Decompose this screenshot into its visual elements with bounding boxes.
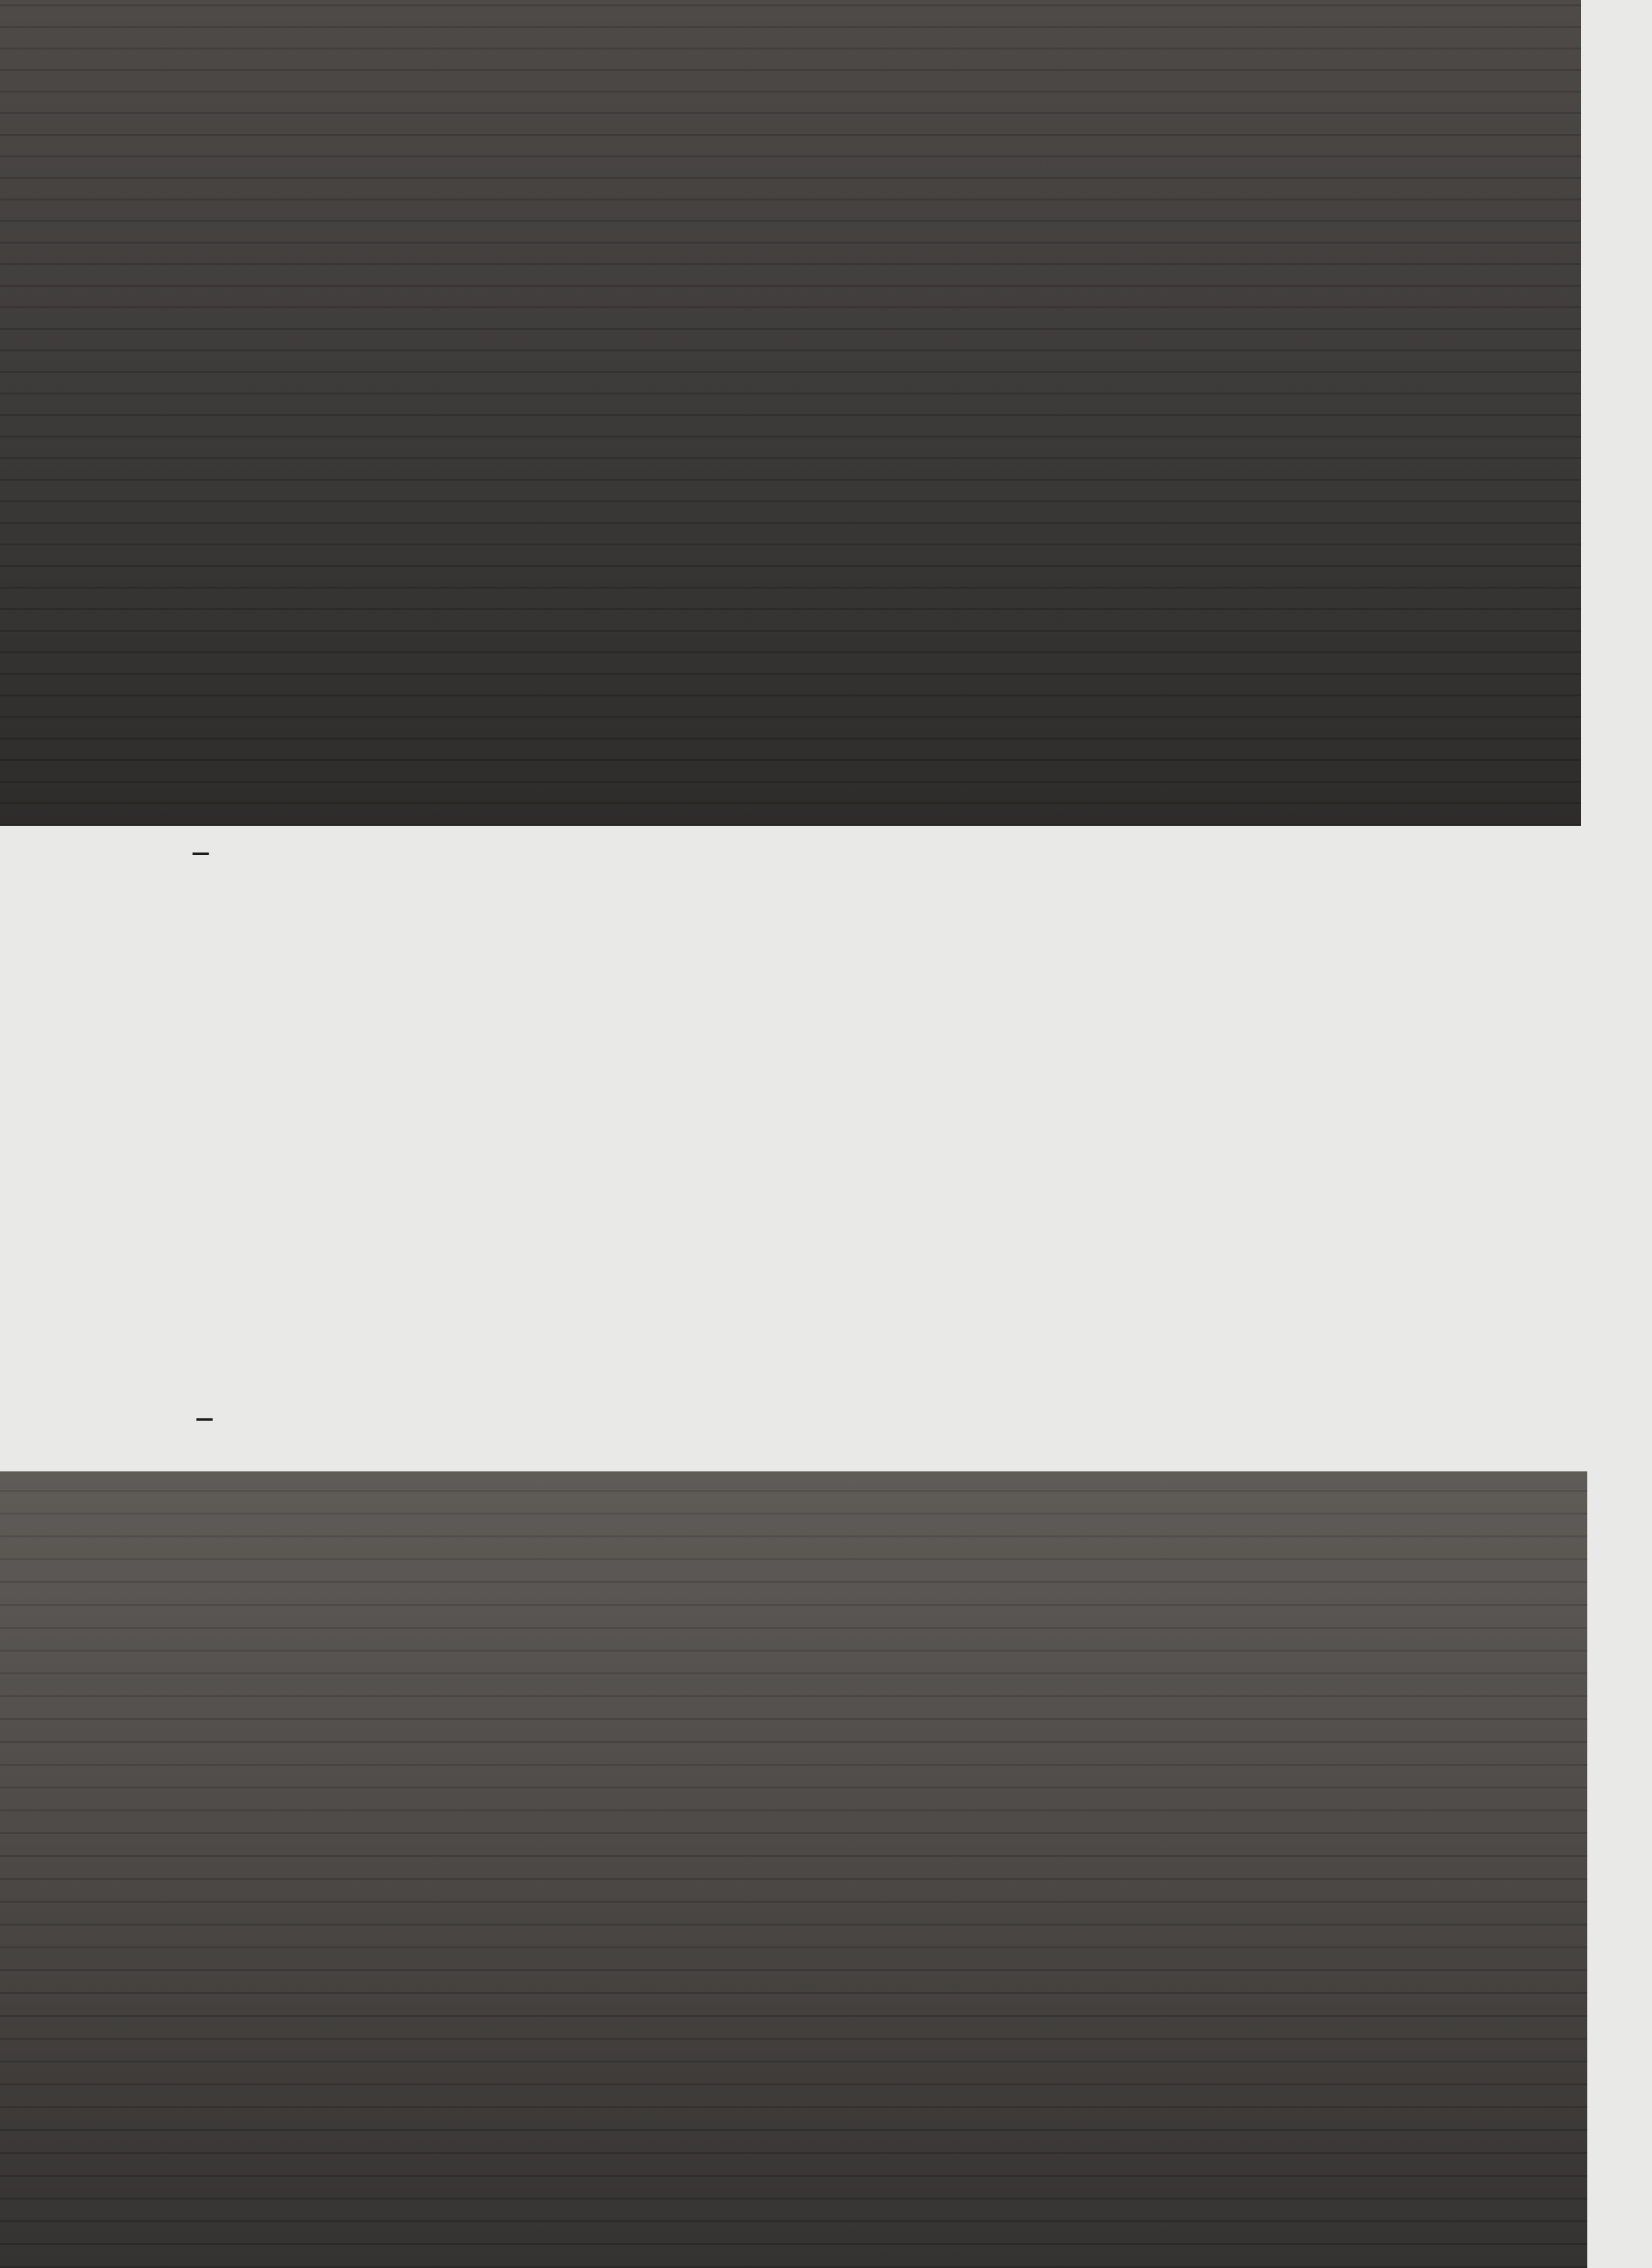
ellsworth-group-photo bbox=[0, 0, 1581, 826]
carmen-photo-caption: — bbox=[195, 1407, 214, 1429]
carmen-group-photo bbox=[0, 1471, 1587, 2268]
carmen-article bbox=[920, 951, 1587, 959]
ellsworth-photo-caption: — bbox=[192, 842, 211, 863]
ellsworth-article bbox=[195, 951, 861, 959]
